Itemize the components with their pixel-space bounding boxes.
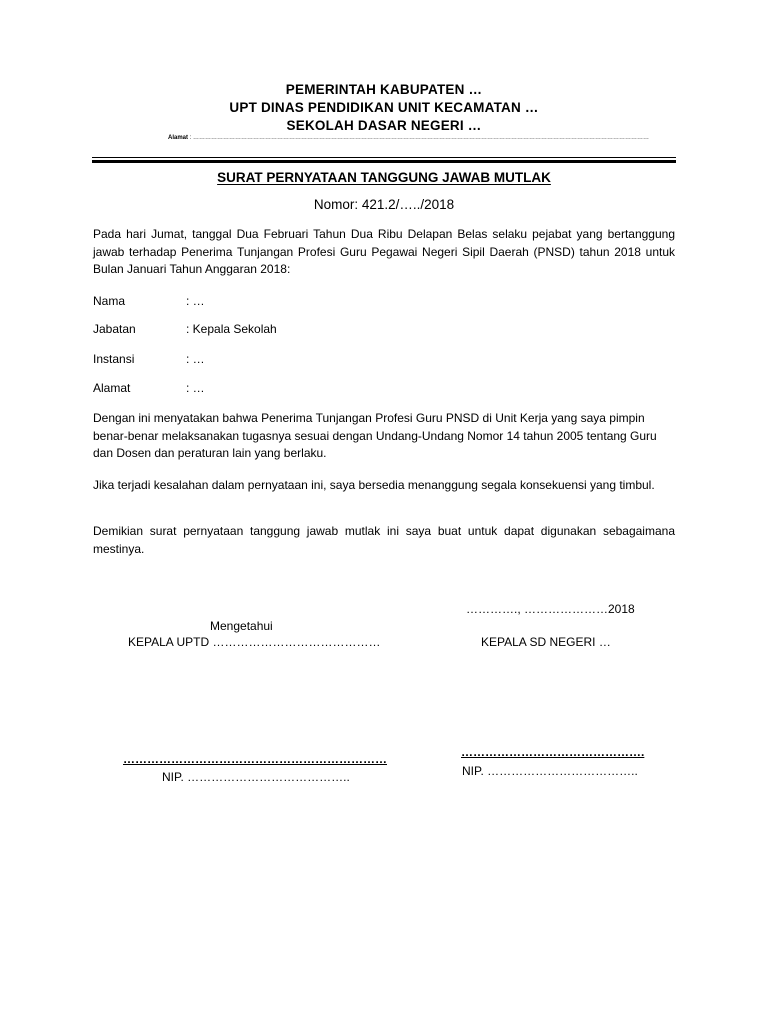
intro-paragraph: Pada hari Jumat, tanggal Dua Februari Tahun Dua Ribu Delapan Belas selaku pejabat yang bertanggung jawab terhadap Penerima Tunjangan Profesi Guru Pegawai Negeri Sipil Daerah (PNSD) tahun 2018 untuk Bulan Januari Tahun Anggaran 2018: <box>93 227 675 276</box>
field-value: : … <box>186 352 205 366</box>
letterhead-address <box>168 135 649 141</box>
field-label: Instansi <box>93 352 135 366</box>
signature-place-date: …………., …………………2018 <box>466 602 635 616</box>
letterhead-government: PEMERINTAH KABUPATEN … <box>285 82 483 97</box>
signature-acknowledged-label: Mengetahui <box>210 619 273 633</box>
field-value: : … <box>186 381 205 395</box>
signature-left-name: ………………………………………………………… <box>123 752 387 766</box>
field-value: : Kepala Sekolah <box>186 322 277 336</box>
signature-right-name: ………………………………………. <box>461 745 645 759</box>
document-title-text: SURAT PERNYATAAN TANGGUNG JAWAB MUTLAK <box>217 170 551 185</box>
signature-left-nip: NIP. ………………………………….. <box>162 770 350 784</box>
letterhead-divider-thin <box>92 157 676 158</box>
signature-right-position: KEPALA SD NEGERI … <box>481 635 611 649</box>
letterhead-divider-thick <box>92 160 676 163</box>
letterhead-address-label: Alamat <box>168 135 189 141</box>
statement-paragraph: Dengan ini menyatakan bahwa Penerima Tunjangan Profesi Guru PNSD di Unit Kerja yang saya pimpin benar-benar melaksanakan tugasnya sesuai dengan Undang-Undang Nomor 14 tahun 2005 tentang Guru dan Dosen dan peraturan lain yang berlaku. <box>93 411 657 460</box>
letterhead-school: SEKOLAH DASAR NEGERI … <box>286 118 482 133</box>
field-label: Jabatan <box>93 322 136 336</box>
consequence-paragraph: Jika terjadi kesalahan dalam pernyataan ini, saya bersedia menanggung segala konsekuensi yang timbul. <box>93 478 655 492</box>
field-label: Alamat <box>93 381 131 395</box>
document-number: Nomor: 421.2/…../2018 <box>313 197 455 212</box>
field-value: : … <box>186 294 205 308</box>
signature-left-position: KEPALA UPTD …………………………………… <box>128 635 381 649</box>
field-label: Nama <box>93 294 126 308</box>
document-title <box>0 170 768 185</box>
signature-right-nip: NIP. ……………………………….. <box>462 764 638 778</box>
letterhead-address-value: : ………………………………………………………………………………………………………………………………………………………………………………………………………… <box>189 135 650 141</box>
closing-paragraph: Demikian surat pernyataan tanggung jawab mutlak ini saya buat untuk dapat digunakan sebagaimana mestinya. <box>93 524 675 556</box>
letterhead-agency: UPT DINAS PENDIDIKAN UNIT KECAMATAN … <box>229 100 539 115</box>
